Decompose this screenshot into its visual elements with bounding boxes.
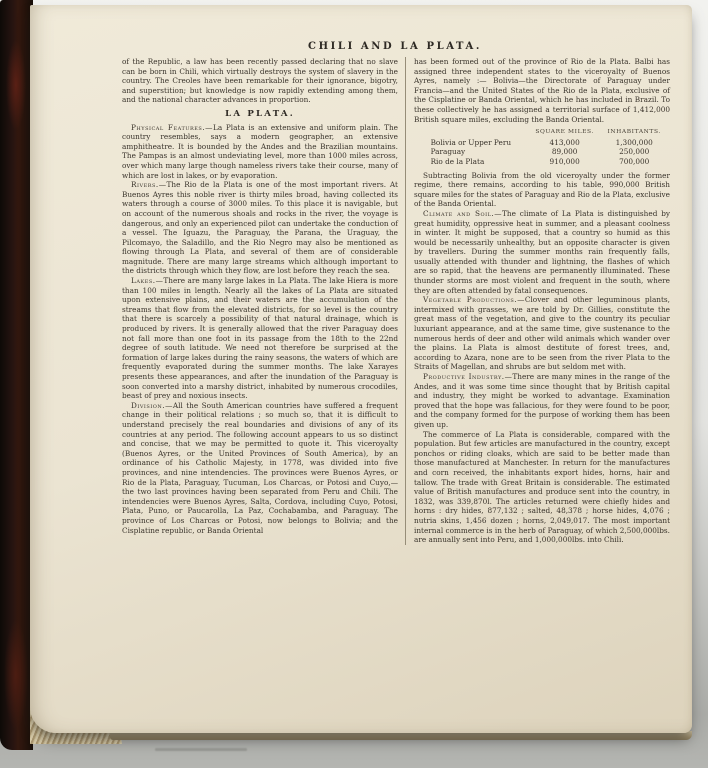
table-cell-inhabitants: 1,300,000 <box>615 137 653 147</box>
page <box>30 5 692 733</box>
page-title: CHILI AND LA PLATA. <box>308 41 482 52</box>
table-row-label: Paraguay <box>430 147 466 157</box>
paragraph: of the Republic, a law has been recently passed declaring that no slave can be born in Chili, which virtually destroys the system of slavery in the country. The Creoles have been remarkable for their ignorance, bigotry, and superstition; but knowledge is now rapidly extending among them, and the national character advances in proportion. <box>122 57 398 105</box>
paragraph-lead: Productive Industry.— <box>423 372 513 381</box>
text-columns <box>122 57 670 545</box>
paragraph-lead: Lakes.— <box>131 276 164 286</box>
table-row <box>417 147 668 157</box>
paragraph: Productive Industry.—There are many mines in the range of the Andes, and it was some time since thought that by British capital and industry, they might be worked to advantage. Examination proved that the hope was fallacious, for they were found to be poor, and the company formed for the purpose of working them has been given up. <box>414 372 670 429</box>
table-cell-inhabitants: 700,000 <box>619 156 650 166</box>
paragraph: Lakes.—There are many large lakes in La Plata. The lake Hiera is more than 100 miles in length. Nearly all the lakes of La Plata are situated upon extensive plains, and their waters are the accumulation of the streams that flow from the elevated districts, for so level is the country that there is scarcely a possibility of that natural drainage, which is produced by rivers. It is generally allowed that the river Paraguay does not fall more than one foot in its passage from the 18th to the 22nd degree of south latitude. We need not therefore be surprised at the formation of large lakes during the rainy seasons, the waters of which are frequently evaporated during the summer months. The lake Xarayes presents these appearances, and after the inundation of the Paraguay is soon converted into a marshy district, inhabited by numerous crocodiles, beast of prey and noxious insects. <box>122 276 398 401</box>
paragraph: Subtracting Bolivia from the old viceroyalty under the former regime, there remains, according to his table, 990,000 British square miles for the states of Paraguay and Rio de la Plata, exclusive of the Banda Oriental. <box>414 170 670 209</box>
paragraph: The commerce of La Plata is considerable, compared with the population. But few articles are manufactured in the country, except ponchos or riding cloaks, which are said to be better made than those manufactured at Manchester. In return for the manufactures and corn received, the inhabitants export hides, horns, hair and tallow. The trade with Great Britain is considerable. The estimated value of British manufactures and produce sent into the country, in 1832, was 339,870l. The articles returned were chiefly hides and horns : dry hides, 877,132 ; salted, 48,378 ; horse hides, 4,076 ; nutria skins, 1,456 dozen ; horns, 2,049,017. The most important internal commerce is in the herb of Paraguay, of which 2,500,000lbs. are annually sent into Peru, and 1,000,000lbs. into Chili. <box>414 429 670 545</box>
book-spine <box>0 0 33 750</box>
table-cell-inhabitants: 250,000 <box>619 147 650 157</box>
paragraph: Climate and Soil.—The climate of La Plata is distinguished by great humidity, oppressive heat in summer, and a pleasant coolness in winter. It might be supposed, that a country so humid as this would be necessarily unhealthy, but an opposite character is given by travellers. During the summer months rain frequently falls, usually attended with thunder and lightning, the flashes of which are so rapid, that the heavens are permanently illuminated. These thunder storms are most violent and frequent in the south, where they are often attended by fatal consequences. <box>414 208 670 295</box>
table-row <box>417 157 668 167</box>
paragraph: Physical Features.—La Plata is an extensive and uniform plain. The country resembles, says a modern geographer, an extensive amphitheatre. It is bounded by the Andes and the Brazilian mountains. The Pampas is an almost undeviating level, more than 1000 miles across, over which many large though nameless rivers take their course, many of which are lost in lakes, or by evaporation. <box>122 122 398 180</box>
spine-wear-mark <box>6 40 26 130</box>
paragraph: Vegetable Productions.—Clover and other leguminous plants, intermixed with grasses, we are told by Dr. Gillies, constitute the great mass of the vegetation, and give to the country its peculiar luxuriant appearance, and at the same time, give sustenance to the numerous herds of deer and other wild animals which wander over the plains. La Plata is almost destitute of forest trees, and, according to Azara, none are to be seen from the river Plata to the Straits of Magellan, and shrubs are but seldom met with. <box>414 295 670 372</box>
paragraph: Division.—All the South American countries have suffered a frequent change in their political relations ; so much so, that it is difficult to understand precisely the real boundaries and divisions of any of its countries at any period. The following account appears to us so distinct and concise, that we may be permitted to quote it. This viceroyalty (Buenos Ayres, or the United Provinces of South America), by an ordinance of his Catholic Majesty, in 1778, was divided into five provinces, and nine intendencies. The provinces were Buenos Ayres, or Rio de la Plata, Paraguay, Tucuman, Los Charcas, or Potosi and Cuyo,—the two last provinces having been separated from Peru and Chili. The intendencies were Buenos Ayres, Salta, Cordova, including Cuyo, Potosi, Plata, Puno, or Paucarolla, La Paz, Cochabamba, and Paraguay. The province of Los Charcas or Potosi, now belongs to Bolivia; and the Cisplatine republic, or Banda Oriental <box>122 400 398 535</box>
table-header-spacer <box>417 128 529 138</box>
table-cell-square-miles: 910,000 <box>549 156 580 166</box>
paragraph: has been formed out of the province of Rio de la Plata. Balbi has assigned three independent states to the viceroyalty of Buenos Ayres, namely :— Bolivia—the Directorate of Paraguay under Francia—and the United States of the Rio de la Plata, exclusive of the Cisplatine or Banda Oriental, which he has included in Brazil. To these collectively he has assigned a territorial surface of 1,412,000 British square miles, excluding the Banda Oriental. <box>414 57 670 124</box>
paragraph-lead: Division.— <box>131 400 173 410</box>
table-cell-square-miles: 89,000 <box>551 147 578 157</box>
spine-wear-mark <box>4 620 28 730</box>
paragraph: Rivers.—The Rio de la Plata is one of the most important rivers. At Buenos Ayres this noble river is thirty miles broad, having collected its waters through a course of 3000 miles. To this place it is navigable, but on account of the numerous shoals and rocks in the river, the voyage is dangerous, and only an experienced pilot can undertake the conduction of a vessel. The Iguazu, the Paraguay, the Parana, the Uraguay, the Pilcomayo, the Saladillo, and the Rio Negro may also be mentioned as flowing through La Plata, and several of them are of considerable magnitude. There are many large streams which although important to the districts through which they flow, are lost before they reach the sea. <box>122 180 398 276</box>
section-heading: LA PLATA. <box>225 108 295 119</box>
imprint-line <box>155 748 247 751</box>
paragraph-lead: Vegetable Productions.— <box>423 295 525 305</box>
statistics-table <box>417 128 668 166</box>
paragraph-lead: Climate and Soil.— <box>423 208 503 218</box>
paragraph-lead: Rivers.— <box>131 180 167 190</box>
table-header-row <box>417 128 668 138</box>
right-column <box>405 57 670 545</box>
table-row-label: Rio de la Plata <box>430 156 485 166</box>
left-column <box>122 57 405 545</box>
paragraph-lead: Physical Features.— <box>131 122 213 132</box>
table-row <box>417 138 668 148</box>
table-row-label: Bolivia or Upper Peru <box>430 137 512 147</box>
table-cell-square-miles: 413,000 <box>549 137 580 147</box>
table-header-inhabitants: INHABITANTS. <box>607 129 661 136</box>
table-header-square-miles: SQUARE MILES. <box>535 129 594 136</box>
